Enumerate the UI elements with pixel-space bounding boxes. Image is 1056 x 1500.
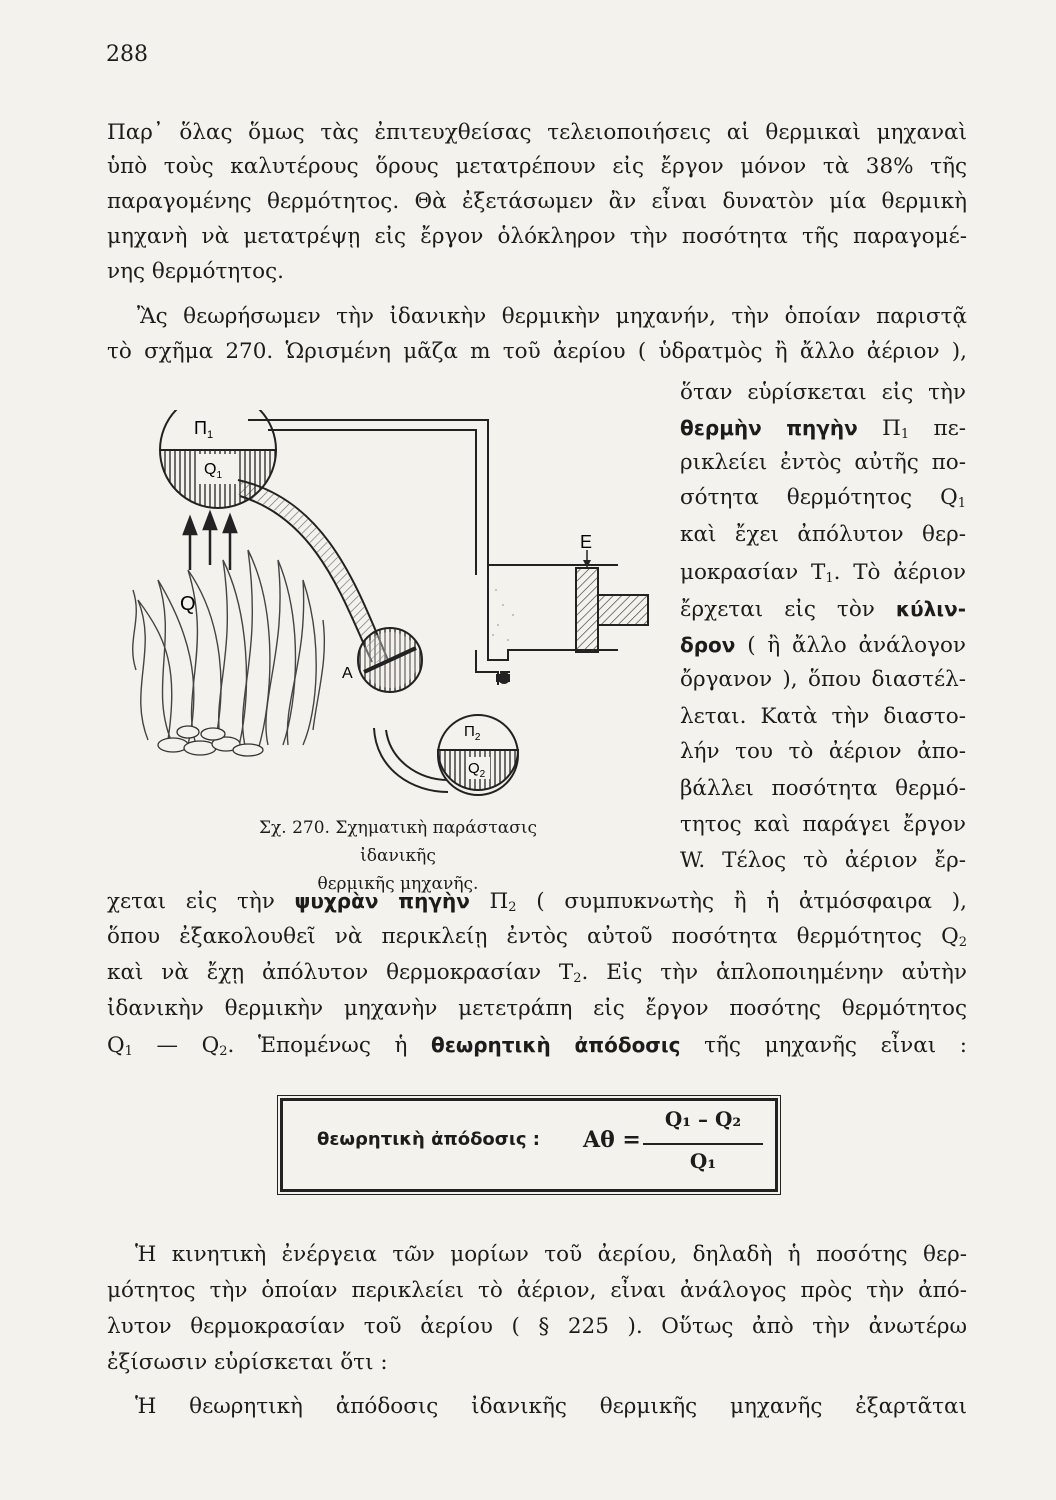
text-line: ρικλείει ἐντὸς αὐτῆς πο- xyxy=(680,450,966,475)
fraction-bar xyxy=(643,1143,763,1145)
text-line: νης θερμότητος. xyxy=(107,259,284,284)
text-line: λεται. Κατὰ τὴν διαστο- xyxy=(680,704,966,729)
label-q1: $Q_1$ xyxy=(204,461,223,481)
label-a: A xyxy=(342,665,353,682)
text-line: χεται εἰς τὴν ψυχρὰν πηγὴν $\Pi_2$ ( συμπυκνωτὴς ἢ ἡ ἀτμόσφαιρα ), xyxy=(107,889,967,915)
figure-caption: Σχ. 270. Σχηματικὴ παράστασις ἰδανικῆς θερμικῆς μηχανῆς. xyxy=(258,818,538,894)
text-line: ὄργανον ), ὅπου διαστέλ- xyxy=(680,667,966,692)
label-p1: $\Pi_1$ xyxy=(194,418,214,441)
label-p2: $\Pi_2$ xyxy=(464,723,481,743)
text-line: ἰδανικὴν θερμικὴν μηχανὴν μετετράπη εἰς ἔργον ποσότης θερμότητος xyxy=(107,996,967,1021)
text-line: τὸ σχῆμα 270. Ὡρισμένη μᾶζα m τοῦ ἀερίου ( ὑδρατμὸς ἢ ἄλλο ἀέριον ), xyxy=(107,339,967,364)
text-line: θερμὴν πηγὴν $\Pi_1$ πε- xyxy=(680,416,966,442)
formula-label: θεωρητικὴ ἀπόδοσις : xyxy=(317,1129,540,1150)
text-line: Ἂς θεωρήσωμεν τὴν ἰδανικὴν θερμικὴν μηχανήν, τὴν ὁποίαν παριστᾷ xyxy=(137,304,967,329)
text-line: W. Τέλος τὸ ἀέριον ἔρ- xyxy=(680,848,966,873)
text-line: βάλλει ποσότητα θερμό- xyxy=(680,776,966,801)
text-line: μοκρασίαν $T_1$. Τὸ ἀέριον xyxy=(680,560,967,586)
text-line: τητος καὶ παράγει ἔργον xyxy=(680,812,966,837)
label-q2: $Q_2$ xyxy=(468,760,486,780)
text-line: ἔρχεται εἰς τὸν κύλιν- xyxy=(680,597,967,622)
text-line: $Q_1$ — $Q_2$. Ἑπομένως ἡ θεωρητικὴ ἀπόδοσις τῆς μηχανῆς εἶναι : xyxy=(107,1033,967,1059)
text-line: λήν του τὸ ἀέριον ἀπο- xyxy=(680,739,966,764)
flames xyxy=(133,550,325,750)
text-line: παραγομένης θερμότητος. Θὰ ἐξετάσωμεν ἂν εἶναι δυνατὸν μία θερμικὴ xyxy=(107,189,967,214)
text-line: δρον ( ἢ ἄλλο ἀνάλογον xyxy=(680,633,966,658)
text-line: ὑπὸ τοὺς καλυτέρους ὅρους μετατρέπουν εἰς ἔργον μόνον τὰ 38% τῆς xyxy=(107,154,967,179)
text-line: λυτον θερμοκρασίαν τοῦ ἀερίου ( § 225 ). Οὕτως ἀπὸ τὴν ἀνωτέρω xyxy=(107,1314,967,1339)
text-line: ὅταν εὑρίσκεται εἰς τὴν xyxy=(680,380,966,405)
heat-engine-figure xyxy=(128,410,668,810)
cylinder xyxy=(488,565,575,655)
text-line: Ἡ θεωρητικὴ ἀπόδοσις ἰδανικῆς θερμικῆς μηχανῆς ἐξαρτᾶται xyxy=(135,1394,967,1419)
text-line: καὶ ἔχει ἀπόλυτον θερ- xyxy=(680,522,966,547)
label-e: Ε xyxy=(580,532,593,552)
text-line: καὶ νὰ ἔχῃ ἀπόλυτον θερμοκρασίαν $T_2$. Εἰς τὴν ἁπλοποιημένην αὐτὴν xyxy=(107,960,968,986)
text-line: μότητος τὴν ὁποίαν περικλείει τὸ ἀέριον, εἶναι ἀνάλογος πρὸς τὴν ἀπό- xyxy=(107,1278,967,1303)
cold-source-flask xyxy=(438,715,518,795)
valve-a xyxy=(358,628,422,692)
text-line: Παρ᾽ ὅλας ὅμως τὰς ἐπιτευχθείσας τελειοποιήσεις αἱ θερμικαὶ μηχαναὶ xyxy=(107,120,967,145)
formula-denominator: Q₁ xyxy=(689,1149,717,1173)
formula-numerator: Q₁ – Q₂ xyxy=(664,1107,742,1131)
text-line: ὅπου ἐξακολουθεῖ νὰ περικλείῃ ἐντὸς αὐτοῦ ποσότητα θερμότητος $Q_2$ xyxy=(107,924,967,950)
text-line: Ἡ κινητικὴ ἐνέργεια τῶν μορίων τοῦ ἀερίου, δηλαδὴ ἡ ποσότης θερ- xyxy=(135,1242,967,1267)
label-q: Q xyxy=(180,593,196,615)
formula-lhs: Aθ = xyxy=(583,1127,641,1153)
page-number: 288 xyxy=(106,42,148,67)
formula-box xyxy=(280,1098,778,1192)
text-line: ἐξίσωσιν εὑρίσκεται ὅτι : xyxy=(107,1350,388,1375)
text-line: μηχανὴ νὰ μετατρέψῃ εἰς ἔργον ὁλόκληρον τὴν ποσότητα τῆς παραγομέ- xyxy=(107,224,967,249)
text-line: σότητα θερμότητος $Q_1$ xyxy=(680,485,966,511)
coals xyxy=(158,726,263,756)
heat-arrows xyxy=(184,513,236,570)
pipe xyxy=(248,420,618,685)
